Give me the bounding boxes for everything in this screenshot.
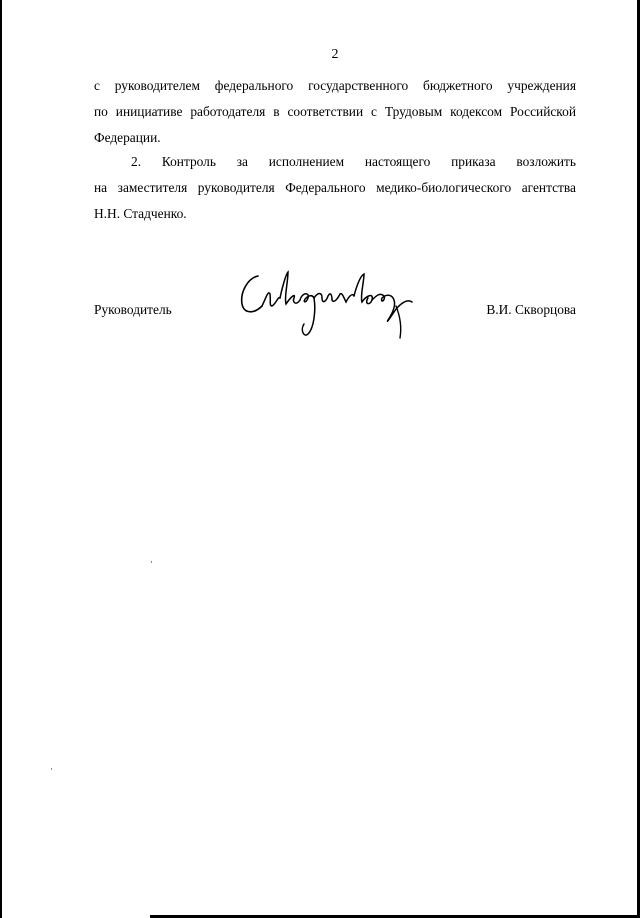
paragraph-2-line-2: на заместителя руководителя Федерального медико-биологического агентства xyxy=(94,180,576,195)
paragraph-1-line-3: Федерации. xyxy=(94,130,161,145)
paragraph-1-line-1: с руководителем федерального государственного бюджетного учреждения xyxy=(94,78,576,93)
paragraph-2-line-1: 2. Контроль за исполнением настоящего приказа возложить xyxy=(131,154,576,169)
paragraph-2-line-3: Н.Н. Стадченко. xyxy=(94,206,187,221)
paragraph-1-line-2: по инициативе работодателя в соответствии с Трудовым кодексом Российской xyxy=(94,104,576,119)
scan-border-left xyxy=(0,0,2,918)
page-number: 2 xyxy=(331,47,339,62)
position-title: Руководитель xyxy=(94,302,172,317)
handwritten-signature xyxy=(236,268,418,340)
signer-name: В.И. Скворцова xyxy=(486,302,576,317)
scan-speck xyxy=(151,561,152,563)
scan-speck xyxy=(51,768,52,770)
